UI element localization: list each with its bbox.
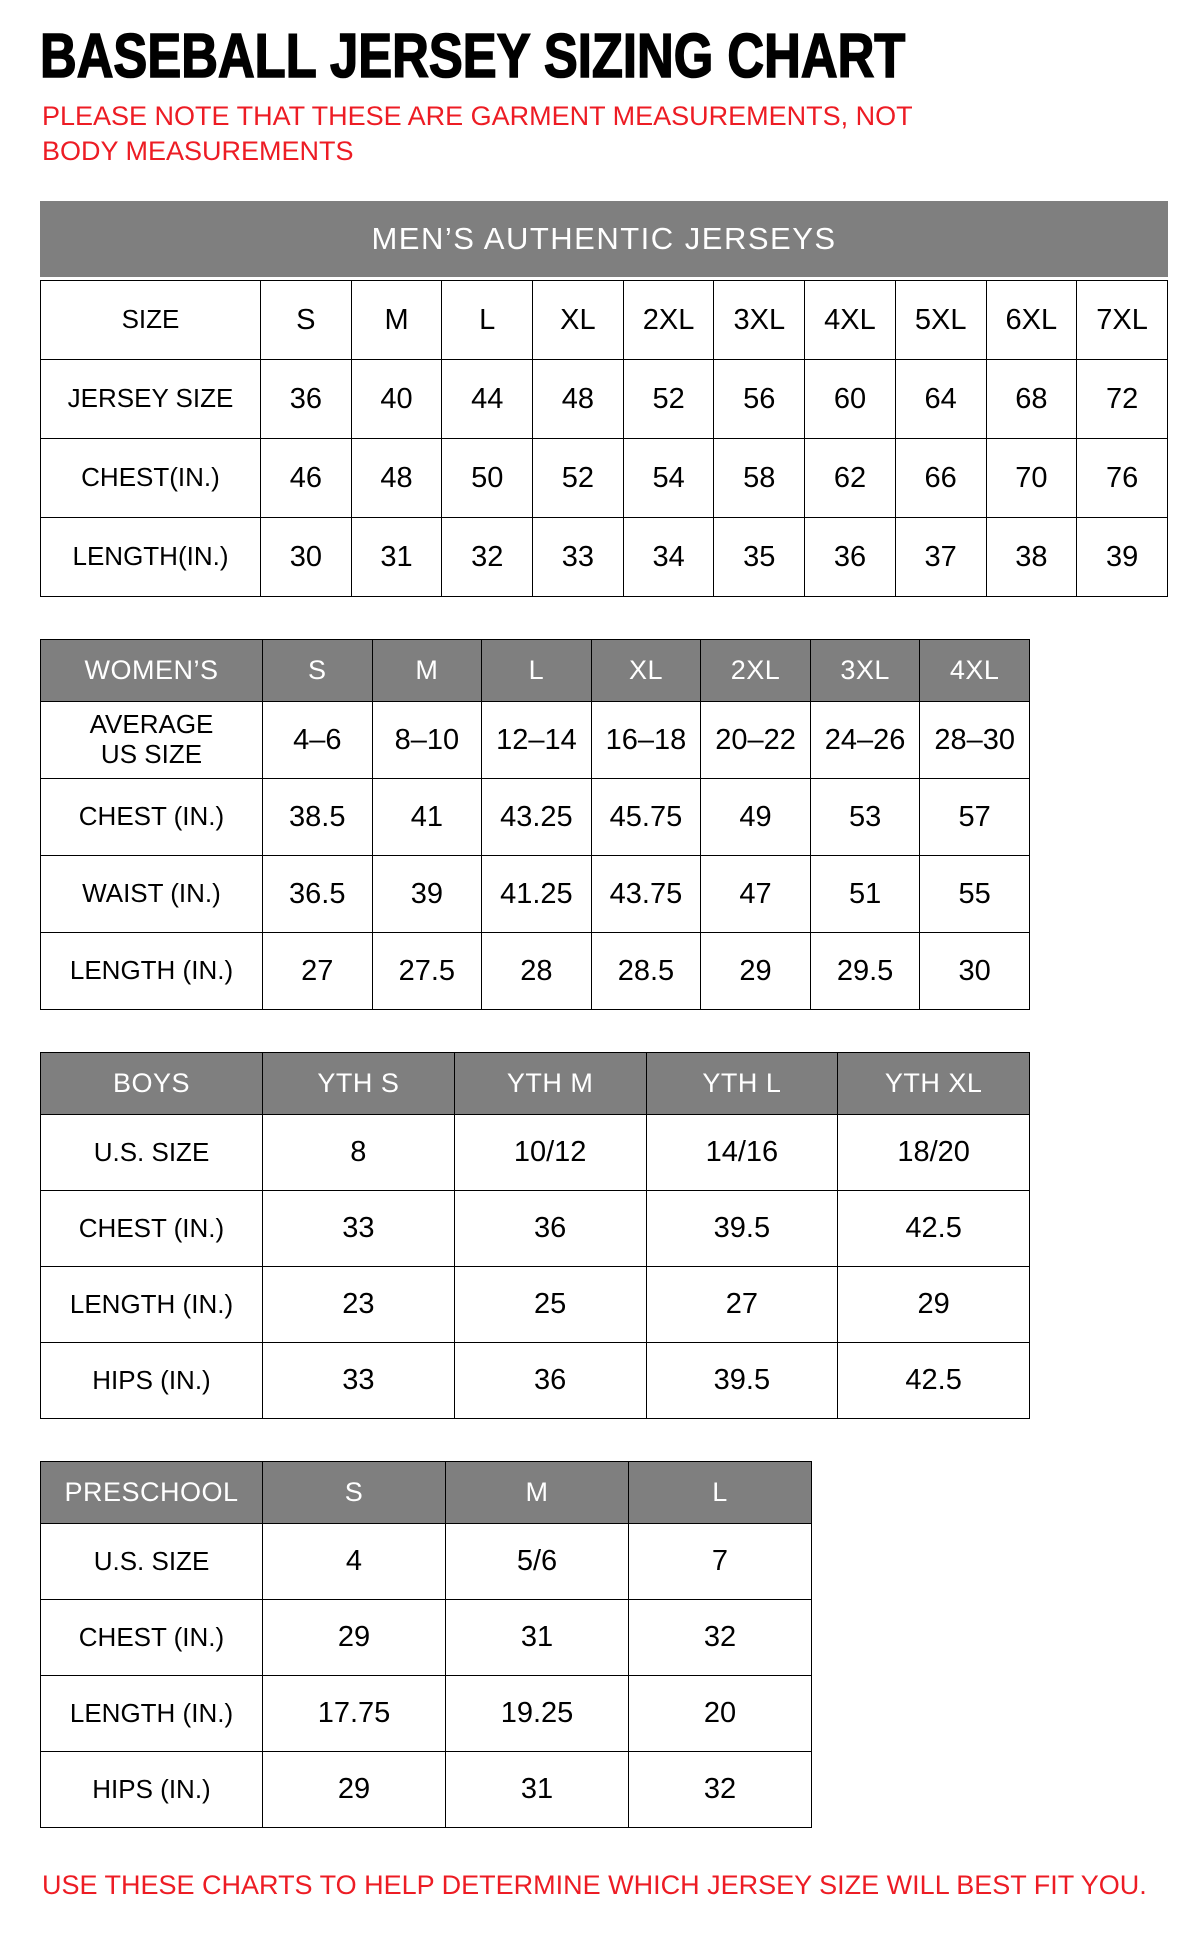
boys-value-cell: 18/20 [838, 1115, 1030, 1191]
mens-value-cell: 31 [351, 518, 442, 597]
boys-value-cell: 14/16 [646, 1115, 838, 1191]
preschool-value-cell: 32 [629, 1752, 812, 1828]
womens-value-cell: 28.5 [591, 933, 701, 1010]
womens-value-cell: 41.25 [482, 856, 592, 933]
mens-value-cell: 54 [623, 439, 714, 518]
boys-value-cell: 39.5 [646, 1343, 838, 1419]
womens-value-cell: 20–22 [701, 702, 811, 779]
preschool-value-cell: 31 [446, 1752, 629, 1828]
womens-value-cell: 38.5 [263, 779, 373, 856]
preschool-row-label: U.S. SIZE [41, 1524, 263, 1600]
womens-value-cell: 4–6 [263, 702, 373, 779]
boys-value-cell: 27 [646, 1267, 838, 1343]
boys-value-cell: 23 [263, 1267, 455, 1343]
preschool-value-cell: 29 [263, 1752, 446, 1828]
footer-note: USE THESE CHARTS TO HELP DETERMINE WHICH JERSEY SIZE WILL BEST FIT YOU. [42, 1870, 1147, 1901]
mens-value-cell: 60 [805, 360, 896, 439]
mens-value-cell: 52 [533, 439, 624, 518]
preschool-header-cell: L [629, 1462, 812, 1524]
mens-value-cell: 48 [351, 439, 442, 518]
mens-value-cell: 44 [442, 360, 533, 439]
boys-value-cell: 33 [263, 1191, 455, 1267]
mens-section [40, 201, 1165, 597]
womens-row-label: CHEST (IN.) [41, 779, 263, 856]
boys-value-cell: 10/12 [454, 1115, 646, 1191]
mens-value-cell: 32 [442, 518, 533, 597]
womens-value-cell: 12–14 [482, 702, 592, 779]
preschool-row-label: HIPS (IN.) [41, 1752, 263, 1828]
mens-value-cell: 7XL [1077, 281, 1168, 360]
mens-value-cell: 3XL [714, 281, 805, 360]
preschool-section [40, 1461, 1165, 1828]
preschool-value-cell: 29 [263, 1600, 446, 1676]
boys-value-cell: 8 [263, 1115, 455, 1191]
mens-sizing-table [40, 280, 1168, 597]
boys-row-label: LENGTH (IN.) [41, 1267, 263, 1343]
mens-value-cell: 38 [986, 518, 1077, 597]
mens-value-cell: 2XL [623, 281, 714, 360]
womens-value-cell: 45.75 [591, 779, 701, 856]
womens-value-cell: 43.25 [482, 779, 592, 856]
mens-value-cell: 72 [1077, 360, 1168, 439]
womens-value-cell: 28–30 [920, 702, 1030, 779]
garment-measurement-note: PLEASE NOTE THAT THESE ARE GARMENT MEASUREMENTS, NOT BODY MEASUREMENTS [42, 101, 913, 167]
womens-header-cell: 2XL [701, 640, 811, 702]
womens-header-cell: L [482, 640, 592, 702]
womens-value-cell: 51 [810, 856, 920, 933]
womens-sizing-table [40, 639, 1030, 1010]
mens-value-cell: 4XL [805, 281, 896, 360]
womens-row-label: LENGTH (IN.) [41, 933, 263, 1010]
preschool-value-cell: 4 [263, 1524, 446, 1600]
womens-value-cell: 41 [372, 779, 482, 856]
preschool-value-cell: 7 [629, 1524, 812, 1600]
womens-value-cell: 16–18 [591, 702, 701, 779]
boys-header-cell: YTH M [454, 1053, 646, 1115]
womens-section [40, 639, 1165, 1010]
womens-value-cell: 36.5 [263, 856, 373, 933]
womens-value-cell: 57 [920, 779, 1030, 856]
boys-header-cell: YTH S [263, 1053, 455, 1115]
boys-value-cell: 36 [454, 1343, 646, 1419]
womens-value-cell: 47 [701, 856, 811, 933]
womens-value-cell: 53 [810, 779, 920, 856]
mens-value-cell: 62 [805, 439, 896, 518]
mens-row-label: LENGTH(IN.) [41, 518, 261, 597]
womens-row-label: WAIST (IN.) [41, 856, 263, 933]
boys-value-cell: 42.5 [838, 1191, 1030, 1267]
boys-row-label: U.S. SIZE [41, 1115, 263, 1191]
boys-header-cell: YTH L [646, 1053, 838, 1115]
boys-value-cell: 36 [454, 1191, 646, 1267]
womens-header-cell: 4XL [920, 640, 1030, 702]
mens-row-label: JERSEY SIZE [41, 360, 261, 439]
mens-value-cell: 68 [986, 360, 1077, 439]
preschool-row-label: LENGTH (IN.) [41, 1676, 263, 1752]
mens-row-label: SIZE [41, 281, 261, 360]
womens-value-cell: 29 [701, 933, 811, 1010]
preschool-header-cell: M [446, 1462, 629, 1524]
mens-value-cell: 6XL [986, 281, 1077, 360]
preschool-header-cell: S [263, 1462, 446, 1524]
mens-value-cell: 56 [714, 360, 805, 439]
womens-value-cell: 8–10 [372, 702, 482, 779]
womens-row-label: AVERAGE US SIZE [41, 702, 263, 779]
mens-value-cell: 36 [805, 518, 896, 597]
mens-value-cell: 35 [714, 518, 805, 597]
preschool-value-cell: 5/6 [446, 1524, 629, 1600]
mens-value-cell: 50 [442, 439, 533, 518]
mens-value-cell: 76 [1077, 439, 1168, 518]
womens-header-cell: M [372, 640, 482, 702]
preschool-header-cell: PRESCHOOL [41, 1462, 263, 1524]
boys-header-cell: YTH XL [838, 1053, 1030, 1115]
boys-section [40, 1052, 1165, 1419]
mens-row-label: CHEST(IN.) [41, 439, 261, 518]
mens-value-cell: 33 [533, 518, 624, 597]
mens-value-cell: 64 [895, 360, 986, 439]
womens-value-cell: 55 [920, 856, 1030, 933]
womens-header-cell: XL [591, 640, 701, 702]
preschool-value-cell: 20 [629, 1676, 812, 1752]
womens-value-cell: 49 [701, 779, 811, 856]
mens-value-cell: 52 [623, 360, 714, 439]
boys-row-label: CHEST (IN.) [41, 1191, 263, 1267]
mens-value-cell: L [442, 281, 533, 360]
boys-header-cell: BOYS [41, 1053, 263, 1115]
mens-value-cell: M [351, 281, 442, 360]
mens-value-cell: XL [533, 281, 624, 360]
womens-value-cell: 29.5 [810, 933, 920, 1010]
preschool-value-cell: 32 [629, 1600, 812, 1676]
womens-header-cell: 3XL [810, 640, 920, 702]
mens-value-cell: 39 [1077, 518, 1168, 597]
womens-value-cell: 28 [482, 933, 592, 1010]
mens-value-cell: 30 [261, 518, 352, 597]
boys-value-cell: 42.5 [838, 1343, 1030, 1419]
mens-value-cell: 48 [533, 360, 624, 439]
mens-value-cell: 37 [895, 518, 986, 597]
preschool-row-label: CHEST (IN.) [41, 1600, 263, 1676]
preschool-sizing-table [40, 1461, 812, 1828]
boys-value-cell: 29 [838, 1267, 1030, 1343]
womens-value-cell: 43.75 [591, 856, 701, 933]
preschool-value-cell: 19.25 [446, 1676, 629, 1752]
womens-value-cell: 30 [920, 933, 1030, 1010]
boys-sizing-table [40, 1052, 1030, 1419]
mens-value-cell: 36 [261, 360, 352, 439]
boys-value-cell: 25 [454, 1267, 646, 1343]
womens-value-cell: 27.5 [372, 933, 482, 1010]
womens-value-cell: 27 [263, 933, 373, 1010]
mens-value-cell: 70 [986, 439, 1077, 518]
womens-header-cell: WOMEN’S [41, 640, 263, 702]
boys-row-label: HIPS (IN.) [41, 1343, 263, 1419]
boys-value-cell: 39.5 [646, 1191, 838, 1267]
mens-value-cell: S [261, 281, 352, 360]
mens-value-cell: 66 [895, 439, 986, 518]
mens-section-banner: MEN’S AUTHENTIC JERSEYS [40, 201, 1168, 277]
preschool-value-cell: 17.75 [263, 1676, 446, 1752]
womens-value-cell: 39 [372, 856, 482, 933]
mens-value-cell: 34 [623, 518, 714, 597]
mens-value-cell: 40 [351, 360, 442, 439]
mens-value-cell: 5XL [895, 281, 986, 360]
womens-header-cell: S [263, 640, 373, 702]
boys-value-cell: 33 [263, 1343, 455, 1419]
preschool-value-cell: 31 [446, 1600, 629, 1676]
womens-value-cell: 24–26 [810, 702, 920, 779]
mens-value-cell: 46 [261, 439, 352, 518]
mens-value-cell: 58 [714, 439, 805, 518]
page-title: BASEBALL JERSEY SIZING CHART [40, 22, 906, 91]
